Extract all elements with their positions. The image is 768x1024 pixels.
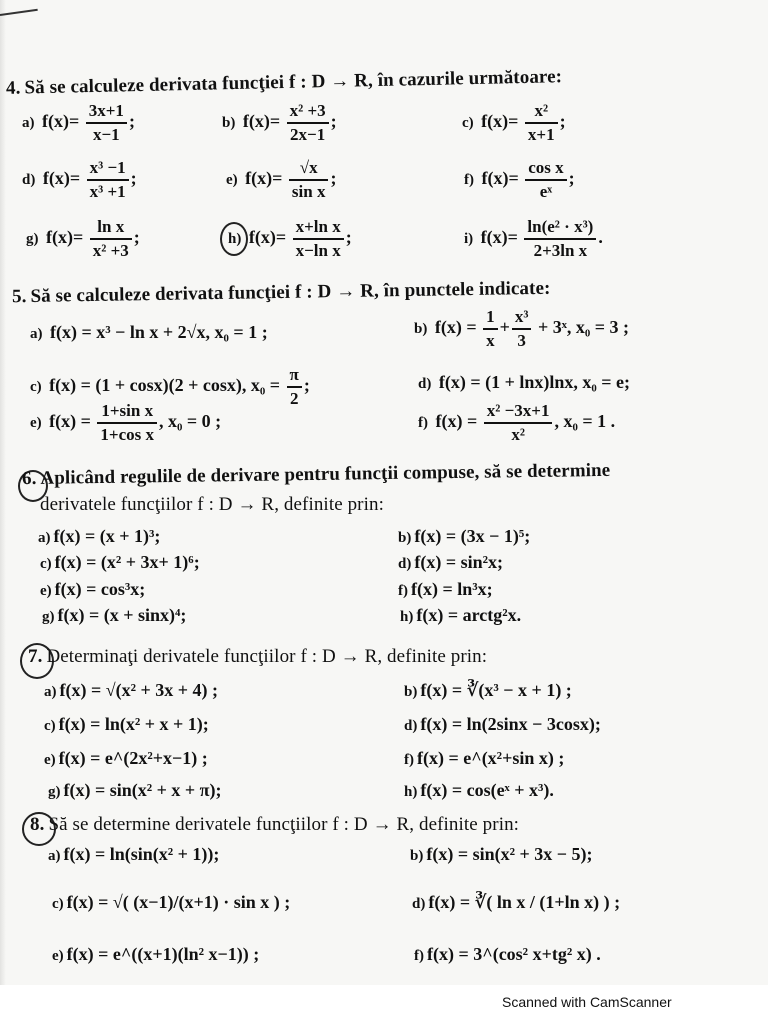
numerator: x³ −1 bbox=[87, 157, 129, 181]
item-label: f) bbox=[464, 172, 474, 189]
s8-item-a bbox=[48, 844, 219, 865]
numerator: ln(e² · x³) bbox=[524, 216, 596, 240]
item-label: h) bbox=[400, 609, 414, 625]
denominator: x³ +1 bbox=[89, 182, 126, 201]
denominator: 1+cos x bbox=[100, 425, 155, 444]
item-expr-end: , x₀ = 0 ; bbox=[159, 411, 222, 432]
item-label: b) bbox=[404, 684, 418, 700]
s7-item-e bbox=[44, 748, 208, 769]
item-end: ; bbox=[128, 111, 135, 132]
item-expr: f(x)= bbox=[481, 168, 519, 189]
item-expr: f(x) = (1 + cosx)(2 + cosx), x₀ = bbox=[49, 375, 281, 396]
numerator: π bbox=[287, 364, 302, 388]
item-label: b) bbox=[414, 321, 428, 338]
item-expr: f(x) = ln³x; bbox=[411, 579, 493, 599]
item-expr: f(x)= bbox=[42, 168, 81, 189]
section-7-number: 7. bbox=[28, 646, 43, 667]
section-7-title: Determinaţi derivatele funcţiilor f : D → R, definite prin: bbox=[46, 646, 488, 667]
numerator: x² −3x+1 bbox=[484, 400, 553, 424]
numerator: x² bbox=[525, 100, 558, 124]
item-expr-end: + 3ˣ, x₀ = 3 ; bbox=[537, 317, 630, 338]
item-label: a) bbox=[38, 530, 51, 546]
s5-item-e bbox=[30, 400, 221, 446]
denominator: 2 bbox=[289, 389, 299, 408]
item-expr: f(x) = √( (x−1)/(x+1) · sin x ) ; bbox=[66, 892, 291, 912]
s7-item-c bbox=[44, 714, 209, 735]
section-5-number: 5. bbox=[11, 286, 27, 308]
item-label: c) bbox=[52, 896, 64, 912]
item-label: e) bbox=[52, 948, 64, 964]
fraction bbox=[86, 100, 127, 146]
item-label: a) bbox=[30, 326, 43, 342]
denominator: eˣ bbox=[539, 182, 553, 201]
s4-item-h bbox=[228, 216, 352, 262]
s4-item-d bbox=[22, 157, 137, 203]
item-expr: f(x) = ∛( ln x / (1+ln x) ) ; bbox=[428, 892, 621, 912]
s6-item-c bbox=[40, 552, 200, 573]
item-expr-end: , x₀ = 1 . bbox=[554, 411, 616, 432]
item-expr: f(x) = sin(x² + 3x − 5); bbox=[426, 844, 593, 864]
s4-item-b bbox=[222, 100, 337, 146]
item-operator: + bbox=[499, 317, 510, 338]
s7-item-b bbox=[404, 680, 572, 701]
numerator: 1+sin x bbox=[97, 400, 157, 424]
item-expr: f(x) = (3x − 1)⁵; bbox=[414, 526, 531, 546]
s6-item-f bbox=[398, 579, 493, 600]
s5-item-f bbox=[418, 400, 615, 446]
section-6-title-line1: Aplicând regulile de derivare pentru funcţii compuse, să se determine bbox=[40, 459, 611, 489]
fraction bbox=[97, 400, 157, 446]
denominator: x−1 bbox=[93, 125, 120, 144]
item-label: c) bbox=[30, 379, 42, 396]
item-label: a) bbox=[22, 115, 35, 132]
camscanner-watermark: Scanned with CamScanner bbox=[502, 994, 672, 1010]
s7-item-d bbox=[404, 714, 601, 735]
numerator: cos x bbox=[525, 157, 566, 181]
item-label: a) bbox=[44, 684, 57, 700]
numerator: x³ bbox=[512, 306, 532, 330]
item-expr: f(x) = bbox=[435, 411, 478, 432]
item-label: d) bbox=[404, 718, 418, 734]
item-end: ; bbox=[330, 111, 337, 132]
item-label: b) bbox=[222, 115, 236, 132]
item-end: ; bbox=[330, 168, 337, 189]
s7-item-a bbox=[44, 680, 218, 701]
numerator: x+ln x bbox=[293, 216, 344, 240]
item-label: g) bbox=[42, 609, 55, 625]
s6-item-d bbox=[398, 552, 503, 573]
section-6-heading bbox=[22, 460, 611, 490]
item-end: ; bbox=[559, 111, 566, 132]
item-expr: f(x)= bbox=[480, 227, 518, 248]
item-expr: f(x) = 3^(cos² x+tg² x) . bbox=[427, 944, 601, 964]
item-label: f) bbox=[418, 415, 428, 432]
denominator: x² bbox=[511, 425, 525, 444]
item-label: d) bbox=[398, 556, 412, 572]
item-expr: f(x) = e^((x+1)(ln² x−1)) ; bbox=[66, 944, 260, 964]
s5-item-d bbox=[418, 372, 630, 393]
item-label: e) bbox=[226, 172, 238, 189]
item-label: g) bbox=[48, 784, 61, 800]
item-label: d) bbox=[412, 896, 426, 912]
section-7-heading bbox=[28, 646, 487, 668]
fraction bbox=[484, 400, 553, 446]
item-expr: f(x)= bbox=[248, 227, 287, 248]
item-expr: f(x) = ln(sin(x² + 1)); bbox=[63, 844, 220, 864]
item-expr: f(x) = ∛(x³ − x + 1) ; bbox=[420, 680, 572, 700]
s6-item-e bbox=[40, 579, 145, 600]
item-label: d) bbox=[22, 172, 36, 189]
s7-item-f bbox=[404, 748, 564, 769]
item-end: ; bbox=[133, 227, 140, 248]
item-expr: f(x)= bbox=[242, 111, 281, 132]
s5-item-a bbox=[30, 322, 268, 343]
item-expr: f(x) = √(x² + 3x + 4) ; bbox=[59, 680, 219, 700]
s4-item-a bbox=[22, 100, 135, 146]
item-end: ; bbox=[130, 168, 137, 189]
numerator: √x bbox=[289, 157, 329, 181]
item-expr: f(x)= bbox=[42, 111, 80, 132]
section-8-heading bbox=[30, 814, 519, 836]
item-end: ; bbox=[345, 227, 352, 248]
s8-item-e bbox=[52, 944, 259, 965]
fraction bbox=[287, 100, 329, 146]
item-expr: f(x) = e^(x²+sin x) ; bbox=[417, 748, 565, 768]
s4-item-i bbox=[464, 216, 603, 262]
page-edge-shadow bbox=[0, 0, 6, 985]
denominator: 2x−1 bbox=[290, 125, 326, 144]
fraction bbox=[524, 216, 596, 262]
denominator: x+1 bbox=[527, 125, 555, 144]
item-label: b) bbox=[410, 848, 424, 864]
s5-item-b bbox=[414, 306, 629, 352]
item-expr: f(x) = (x + 1)³; bbox=[53, 526, 161, 546]
item-expr: f(x) = cos³x; bbox=[54, 579, 146, 599]
s6-item-g bbox=[42, 605, 186, 626]
section-5-title: Să se calculeze derivata funcţiei f : D → R, în punctele indicate: bbox=[30, 277, 551, 307]
fraction bbox=[90, 216, 132, 262]
item-label: e) bbox=[30, 415, 42, 432]
item-expr: f(x) = bbox=[49, 411, 91, 432]
section-6-title-line2: derivatele funcţiilor f : D → R, definite prin: bbox=[40, 494, 384, 515]
item-label: e) bbox=[40, 583, 52, 599]
item-label: h) bbox=[228, 231, 242, 248]
item-label: f) bbox=[414, 948, 424, 964]
s6-item-h bbox=[400, 605, 521, 626]
item-expr: f(x) = sin(x² + x + π); bbox=[63, 780, 222, 800]
fraction bbox=[289, 157, 329, 203]
item-end: ; bbox=[568, 168, 575, 189]
denominator: x bbox=[486, 331, 495, 350]
item-label: c) bbox=[462, 115, 474, 132]
fraction bbox=[287, 364, 302, 410]
item-label: i) bbox=[464, 231, 474, 248]
item-label: a) bbox=[48, 848, 61, 864]
item-label: b) bbox=[398, 530, 412, 546]
item-expr: f(x) = cos(eˣ + x³). bbox=[420, 780, 554, 800]
denominator: 2+3ln x bbox=[533, 241, 588, 260]
item-expr: f(x) = arctg²x. bbox=[416, 605, 522, 625]
s8-item-d bbox=[412, 892, 620, 913]
item-expr: f(x)= bbox=[481, 111, 519, 132]
item-expr: f(x) = ln(2sinx − 3cosx); bbox=[420, 714, 601, 734]
item-end: . bbox=[598, 227, 603, 248]
section-6-number: 6. bbox=[21, 467, 37, 490]
section-4-title: Să se calculeze derivata funcţiei f : D → R, în cazurile următoare: bbox=[24, 66, 563, 99]
item-expr: f(x) = (x + sinx)⁴; bbox=[57, 605, 187, 625]
numerator: x² +3 bbox=[287, 100, 329, 124]
item-expr: f(x) = bbox=[434, 317, 477, 338]
item-expr: f(x) = ln(x² + x + 1); bbox=[58, 714, 209, 734]
item-expr: f(x)= bbox=[245, 168, 283, 189]
s7-item-h bbox=[404, 780, 554, 801]
item-label: f) bbox=[404, 752, 414, 768]
item-expr: f(x)= bbox=[46, 227, 84, 248]
s4-item-g bbox=[26, 216, 140, 262]
section-5-heading bbox=[12, 278, 551, 308]
section-8-title: Să se determine derivatele funcţiilor f : D → R, definite prin: bbox=[48, 814, 520, 835]
item-label: c) bbox=[40, 556, 52, 572]
section-6-heading-line2 bbox=[40, 494, 384, 516]
fraction bbox=[525, 100, 558, 146]
s4-item-c bbox=[462, 100, 566, 146]
s4-item-f bbox=[464, 157, 575, 203]
fraction bbox=[293, 216, 344, 262]
section-4-heading bbox=[6, 66, 562, 100]
s8-item-f bbox=[414, 944, 601, 965]
s8-item-b bbox=[410, 844, 593, 865]
fraction bbox=[512, 306, 532, 352]
s6-item-b bbox=[398, 526, 530, 547]
section-8-number: 8. bbox=[30, 814, 45, 835]
s8-item-c bbox=[52, 892, 290, 913]
numerator: 3x+1 bbox=[86, 100, 127, 124]
numerator: ln x bbox=[90, 216, 132, 240]
denominator: x−ln x bbox=[295, 241, 341, 260]
s6-item-a bbox=[38, 526, 160, 547]
fraction bbox=[525, 157, 566, 203]
item-label: g) bbox=[26, 231, 39, 248]
item-label: c) bbox=[44, 718, 56, 734]
item-label: e) bbox=[44, 752, 56, 768]
item-expr: f(x) = sin²x; bbox=[414, 552, 503, 572]
item-expr: f(x) = (1 + lnx)lnx, x₀ = e; bbox=[438, 372, 630, 392]
denominator: 3 bbox=[517, 331, 526, 350]
fraction bbox=[87, 157, 129, 203]
item-expr: f(x) = (x² + 3x+ 1)⁶; bbox=[54, 552, 200, 572]
item-expr: f(x) = e^(2x²+x−1) ; bbox=[58, 748, 208, 768]
item-end: ; bbox=[303, 375, 310, 396]
section-4-number: 4. bbox=[5, 77, 21, 99]
item-label: d) bbox=[418, 376, 432, 392]
numerator: 1 bbox=[483, 306, 498, 330]
fraction bbox=[483, 306, 498, 352]
denominator: sin x bbox=[291, 182, 326, 201]
denominator: x² +3 bbox=[92, 241, 129, 260]
item-expr: f(x) = x³ − ln x + 2√x, x₀ = 1 ; bbox=[50, 322, 268, 342]
s7-item-g bbox=[48, 780, 222, 801]
s4-item-e bbox=[226, 157, 336, 203]
item-label: f) bbox=[398, 583, 408, 599]
item-label: h) bbox=[404, 784, 418, 800]
